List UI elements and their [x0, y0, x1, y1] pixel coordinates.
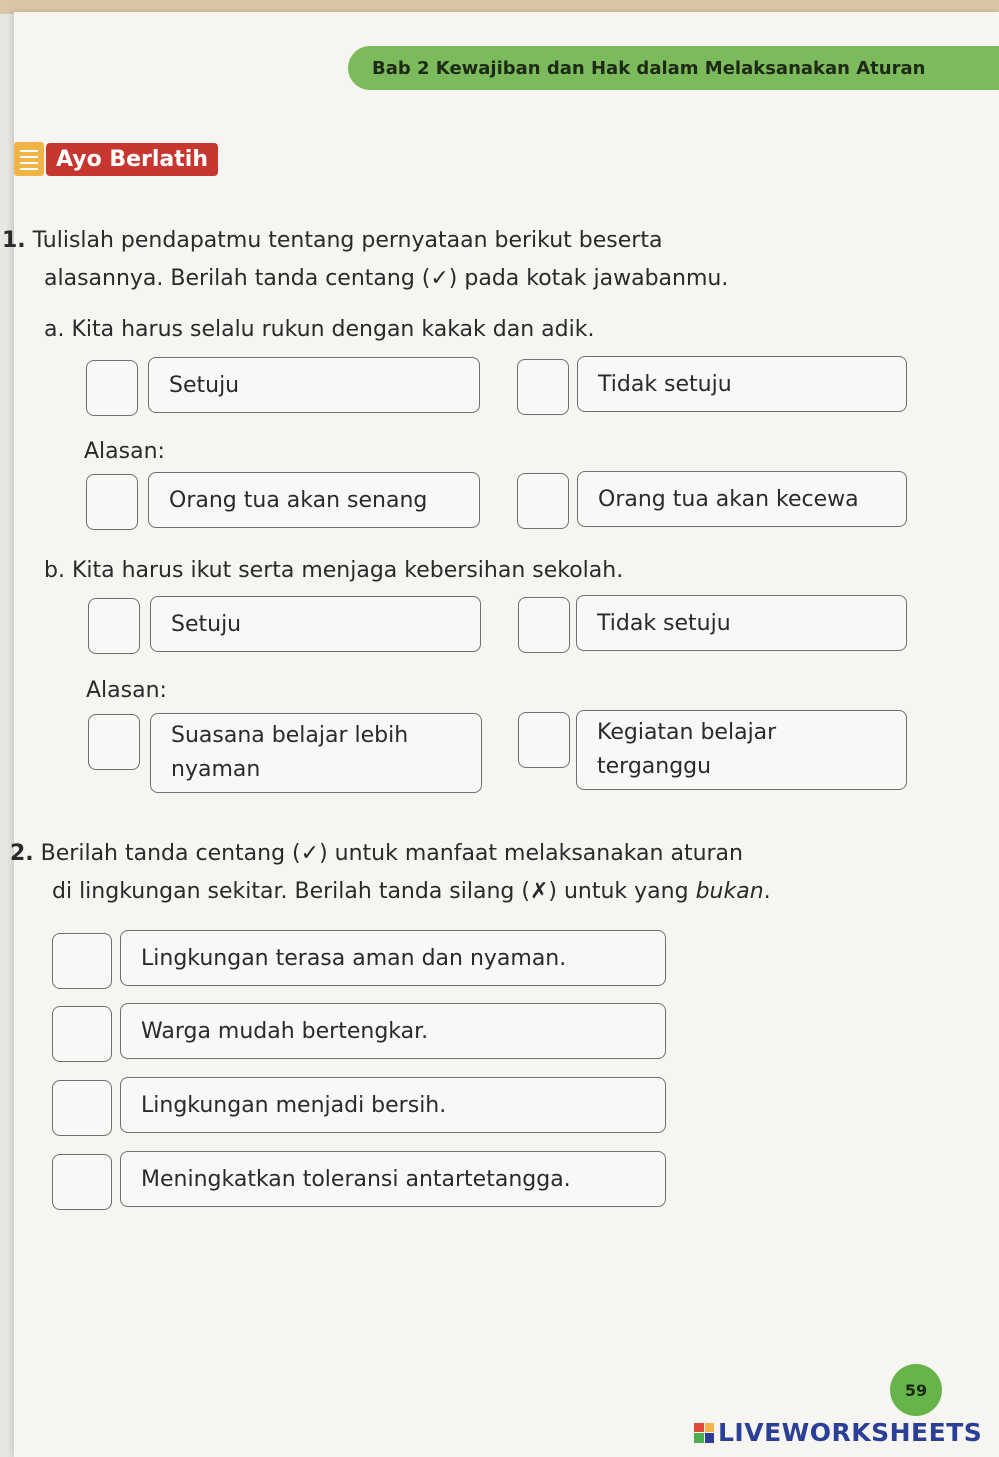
q2-item-1-label: Lingkungan terasa aman dan nyaman. — [141, 945, 567, 971]
chapter-title-bar — [348, 46, 999, 90]
q1b-reason-label: Alasan: — [86, 678, 167, 703]
q2-text-line1 — [10, 835, 743, 873]
q2-number: 2. — [10, 841, 34, 866]
q1-instruction-2: alasannya. Berilah tanda centang (✓) pada kotak jawabanmu. — [44, 266, 729, 291]
q1a-reason-option-1-label: Orang tua akan senang — [169, 487, 428, 513]
q1a-reason-label: Alasan: — [84, 439, 165, 464]
q2-instruction-2a: di lingkungan sekitar. Berilah tanda silang (✗) untuk yang — [52, 879, 696, 904]
q2-item-2-label: Warga mudah bertengkar. — [141, 1018, 429, 1044]
q1b-reason-option-1-line2: nyaman — [171, 757, 261, 782]
q2-instruction-1: Berilah tanda centang (✓) untuk manfaat melaksanakan aturan — [40, 841, 743, 866]
section-header — [14, 138, 218, 180]
q1b-reason-checkbox-2[interactable] — [518, 712, 570, 768]
q1a-reason-checkbox-2[interactable] — [517, 473, 569, 529]
q2-checkbox-2[interactable] — [52, 1006, 112, 1062]
q1b-option-disagree[interactable] — [576, 595, 907, 651]
q1a-option-agree[interactable] — [148, 357, 480, 413]
q1b-reason-option-2-line1: Kegiatan belajar — [597, 720, 777, 745]
q1-number: 1. — [2, 228, 26, 253]
q2-checkbox-3[interactable] — [52, 1080, 112, 1136]
q2-checkbox-1[interactable] — [52, 933, 112, 989]
q2-item-4-label: Meningkatkan toleransi antartetangga. — [141, 1166, 571, 1192]
page-number: 59 — [890, 1364, 942, 1416]
q1a-reason-option-2-label: Orang tua akan kecewa — [598, 486, 859, 512]
watermark-text: LIVEWORKSHEETS — [718, 1418, 983, 1447]
q1a-checkbox-agree[interactable] — [86, 360, 138, 416]
q1a-option-disagree[interactable] — [577, 356, 907, 412]
q1b-reason-checkbox-1[interactable] — [88, 714, 140, 770]
q1b-reason-option-1[interactable] — [150, 713, 482, 793]
q1a-statement: a. Kita harus selalu rukun dengan kakak dan adik. — [44, 317, 595, 342]
q1b-reason-option-1-line1: Suasana belajar lebih — [171, 723, 409, 748]
q1-text-line1 — [2, 222, 662, 260]
q2-instruction-2-emphasis: bukan — [695, 879, 764, 904]
q2-item-1[interactable] — [120, 930, 666, 986]
q2-item-3-label: Lingkungan menjadi bersih. — [141, 1092, 447, 1118]
q1a-reason-checkbox-1[interactable] — [86, 474, 138, 530]
q1a-option-agree-label: Setuju — [169, 372, 240, 398]
q2-instruction-2c: . — [763, 879, 771, 904]
q1-instruction-1: Tulislah pendapatmu tentang pernyataan berikut beserta — [32, 228, 663, 253]
q1b-checkbox-agree[interactable] — [88, 598, 140, 654]
q1a-checkbox-disagree[interactable] — [517, 359, 569, 415]
notebook-icon — [14, 142, 44, 176]
q1b-reason-option-2[interactable] — [576, 710, 907, 790]
liveworksheets-logo-icon — [694, 1423, 714, 1443]
q2-item-2[interactable] — [120, 1003, 666, 1059]
q1b-checkbox-disagree[interactable] — [518, 597, 570, 653]
liveworksheets-watermark — [694, 1418, 982, 1447]
q1a-reason-option-1[interactable] — [148, 472, 480, 528]
q1a-reason-option-2[interactable] — [577, 471, 907, 527]
q2-instruction-2 — [52, 873, 771, 911]
q2-item-3[interactable] — [120, 1077, 666, 1133]
section-label: Ayo Berlatih — [46, 143, 218, 176]
q2-checkbox-4[interactable] — [52, 1154, 112, 1210]
q1b-option-disagree-label: Tidak setuju — [597, 610, 731, 636]
chapter-title: Bab 2 Kewajiban dan Hak dalam Melaksanakan Aturan — [372, 57, 926, 79]
q1a-option-disagree-label: Tidak setuju — [598, 371, 732, 397]
q1b-statement: b. Kita harus ikut serta menjaga kebersihan sekolah. — [44, 558, 624, 583]
q1b-reason-option-2-line2: terganggu — [597, 754, 712, 779]
q2-item-4[interactable] — [120, 1151, 666, 1207]
q1b-option-agree-label: Setuju — [171, 611, 242, 637]
q1b-option-agree[interactable] — [150, 596, 481, 652]
